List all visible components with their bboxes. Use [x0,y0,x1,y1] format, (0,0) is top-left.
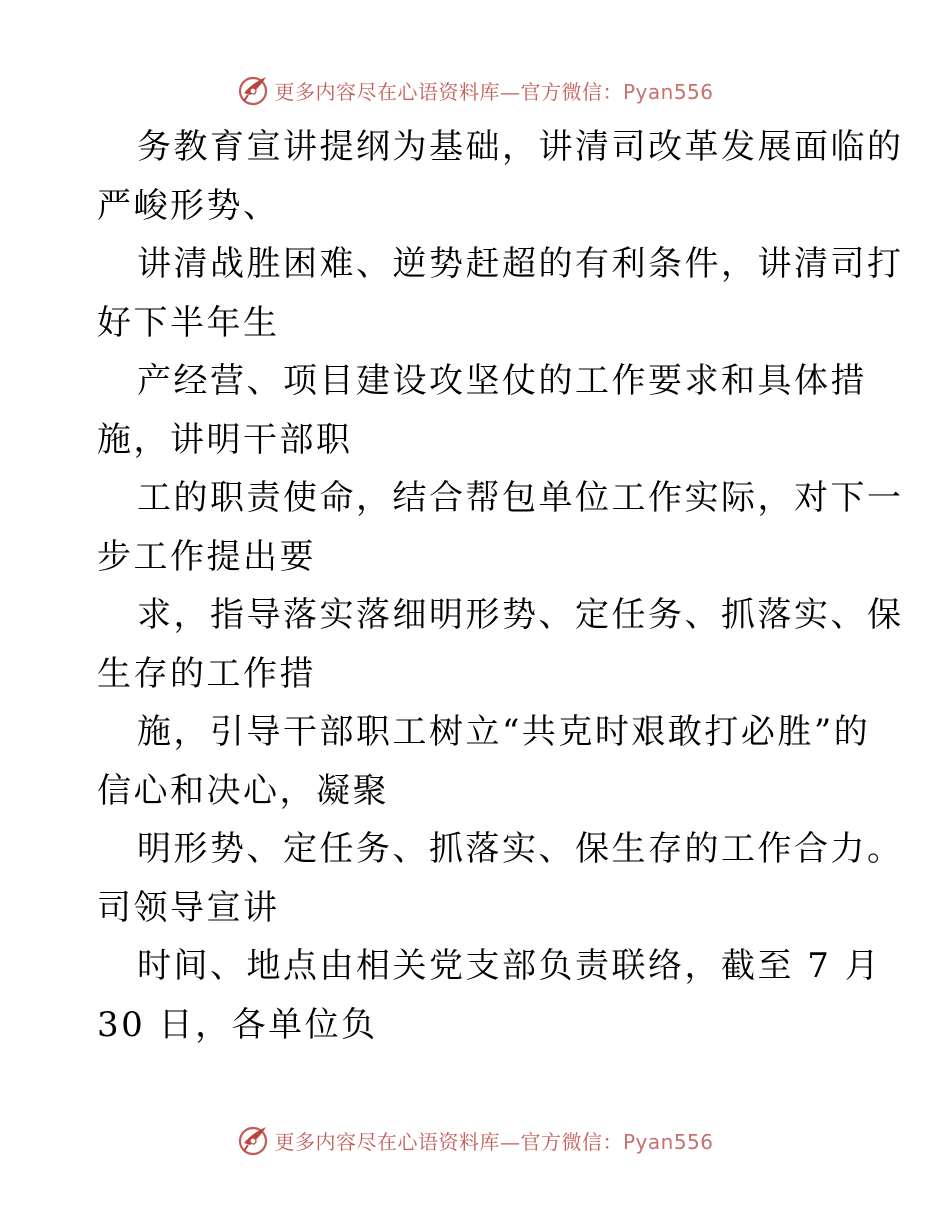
quill-pen-logo-icon [236,73,270,107]
body-line: 生存的工作措 [97,653,316,694]
body-line: 严峻形势、 [97,185,280,226]
quill-pen-logo-icon [236,1123,270,1157]
watermark-text: 更多内容尽在心语资料库—官方微信：Pyan556 [274,79,714,104]
body-line: 时间、地点由相关党支部负责联络，截至 7 月 [137,946,882,986]
body-line: 求，指导落实落细明形势、定任务、抓落实、保 [137,595,904,635]
body-line: 讲清战胜困难、逆势赶超的有利条件，讲清司打 [137,244,904,284]
body-line: 步工作提出要 [97,536,316,577]
header-watermark [0,70,950,110]
document-body [97,118,904,1054]
body-line: 务教育宣讲提纲为基础，讲清司改革发展面临的 [137,127,904,167]
watermark-text: 更多内容尽在心语资料库—官方微信：Pyan556 [274,1129,714,1154]
body-line: 明形势、定任务、抓落实、保生存的工作合力。 [137,829,904,869]
body-line: 好下半年生 [97,302,280,343]
body-line: 30 日，各单位负 [97,1004,378,1045]
body-line: 施，引导干部职工树立“共克时艰敢打必胜”的 [137,712,871,752]
body-line: 产经营、项目建设攻坚仗的工作要求和具体措 [137,361,867,401]
body-line: 司领导宣讲 [97,887,280,928]
body-line: 工的职责使命，结合帮包单位工作实际，对下一 [137,478,904,518]
body-line: 施，讲明干部职 [97,419,353,460]
footer-watermark [0,1120,950,1160]
body-line: 信心和决心，凝聚 [97,770,389,811]
